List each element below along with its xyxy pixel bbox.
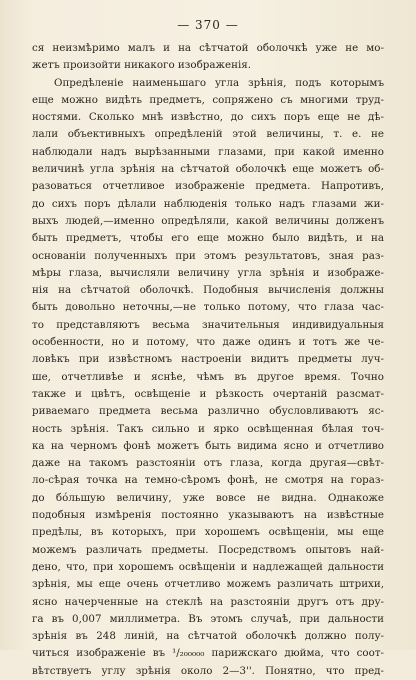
text-line: ностями. Сколько мнѣ извѣстно, до сихъ поръ еще не дѣ-	[32, 111, 384, 124]
text-line: то представляютъ весьма значительныя индивидуальныя	[32, 318, 384, 331]
text-line: наблюдали надъ вырѣзанными глазами, при какой именно	[32, 145, 384, 158]
body-text	[32, 40, 384, 680]
text-line: выхъ людей,—именно опредѣляли, какой величины долженъ	[32, 214, 384, 227]
text-line: ность зрѣнія. Такъ сильно и ярко освѣщенная бѣлая точ-	[32, 422, 384, 435]
text-line: га въ 0,007 миллиметра. Въ этомъ случаѣ, при дальности	[32, 612, 384, 625]
text-line: можемъ различать предметы. Посредствомъ опытовъ най-	[32, 543, 384, 556]
text-line: до бóльшую величину, уже вовсе не видна. Однакоже	[32, 491, 384, 504]
page-number: — 370 —	[177, 18, 239, 32]
text-line: особенности, но и потому, что даже одинъ и тотъ же че-	[32, 336, 384, 349]
text-line: ло-сѣрая точка на темно-сѣромъ фонѣ, не смотря на горaз-	[32, 474, 384, 487]
text-line: риваемаго предмета весьма различно обусловливаютъ яс-	[32, 405, 384, 418]
text-line: читься изображеніе въ ¹/₂₀₀₀₀₀ парижскаго дюйма, что соот-	[32, 647, 384, 660]
text-line: жетъ произойти никакого изображенія.	[32, 59, 252, 72]
text-line: разоваться отчетливое изображеніе предмета. Напротивъ,	[32, 180, 384, 193]
text-line: ся неизмѣримо малъ и на сѣтчатой оболочкѣ уже не мо-	[32, 42, 384, 54]
text-line: предѣлы, въ которыхъ, при хорошемъ освѣщеніи, мы еще	[32, 526, 384, 539]
text-line: основаніи полученныхъ при этомъ результатовъ, зная раз-	[32, 249, 384, 262]
text-line: нія на сѣтчатой оболочкѣ. Подобныя вычисленія должны	[32, 284, 384, 297]
text-line: еще можно видѣть предметъ, сопряжено съ многими труд-	[32, 93, 384, 106]
text-line: быть довольно неточны,—не только потому, что глаза час-	[32, 301, 384, 314]
text-line: ше, отчетливѣе и яснѣе, чѣмъ въ другое время. Точно	[32, 370, 384, 383]
text-line: вѣтствуетъ углу зрѣнія около 2—3''. Понятно, что пред-	[32, 664, 384, 677]
text-line: ясно начерченные на стеклѣ на разстояніи другъ отъ дру-	[32, 595, 384, 608]
text-line: величинѣ угла зрѣнія на сѣтчатой оболочкѣ еще можетъ об-	[32, 163, 384, 176]
text-line: подобныя измѣренія постоянно указываютъ на извѣстные	[32, 509, 384, 522]
text-line: Опредѣленіе наименьшаго угла зрѣнія, подъ которымъ	[54, 76, 384, 89]
text-line: зрѣнія въ 248 линій, на сѣтчатой оболочкѣ должно полу-	[32, 630, 384, 643]
text-line: дено, что, при хорошемъ освѣщеніи и надлежащей дальности	[32, 560, 384, 573]
text-line: быть предметъ, чтобы его еще можно было видѣть, и на	[32, 232, 384, 245]
text-line: ка на черномъ фонѣ можетъ быть видима ясно и отчетливо	[32, 439, 384, 452]
text-line: зрѣнія, мы еще очень отчетливо можемъ различать штрихи,	[32, 578, 384, 591]
text-line: до сихъ поръ дѣлали наблюденія только надъ глазами жи-	[32, 197, 384, 210]
text-line: лали объективныхъ опредѣленій этой величины, т. е. не	[32, 128, 384, 141]
text-line: также и цвѣтъ, освѣщеніе и рѣзкость очертаній разсмат-	[32, 387, 384, 400]
text-line: мѣры глаза, вычисляли величину угла зрѣнія и изображе-	[32, 266, 384, 279]
text-line: ловѣкъ при извѣстномъ настроеніи видитъ предметы луч-	[32, 353, 384, 366]
text-line: даже на такомъ разстояніи отъ глаза, когда другая—свѣт-	[32, 457, 384, 470]
